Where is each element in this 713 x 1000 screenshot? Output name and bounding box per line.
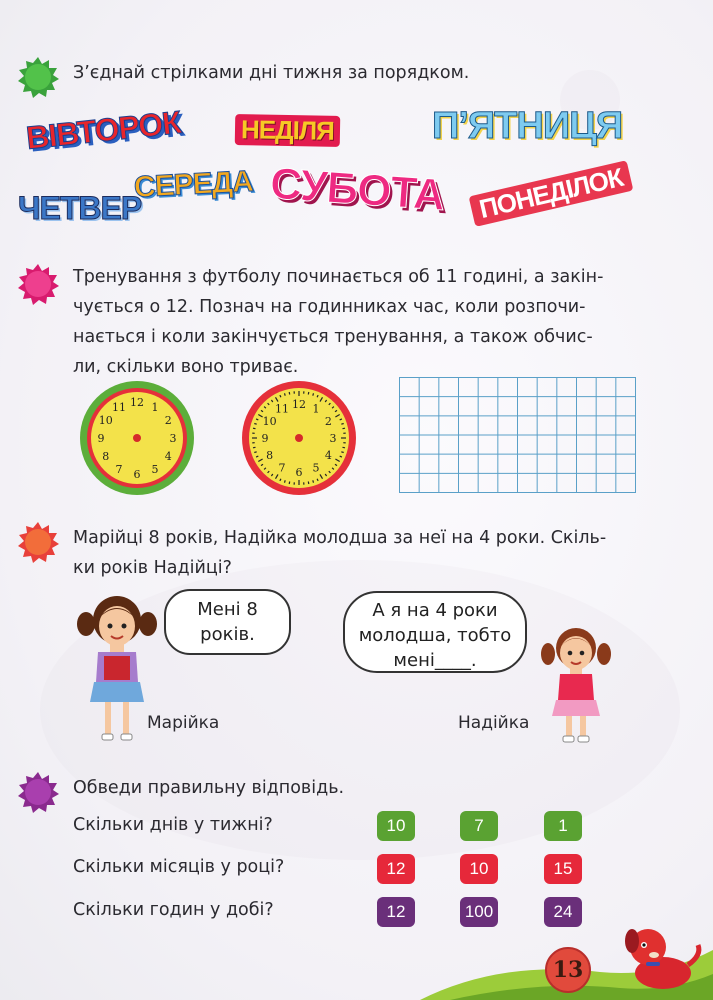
clock-number: 6 (133, 468, 141, 481)
bubble1-line: Мені 8 (197, 599, 258, 620)
question-hours-in-day: Скільки годин у добі? (73, 900, 274, 920)
clock-face-start[interactable] (78, 379, 196, 497)
clock-number: 3 (329, 432, 337, 445)
answer-option[interactable]: 12 (377, 854, 415, 884)
clock-tick (289, 482, 290, 485)
answer-option[interactable]: 24 (544, 897, 582, 927)
task1-instruction: З’єднай стрілками дні тижня за порядком. (73, 63, 470, 83)
clock-number: 11 (275, 402, 289, 416)
clock-face-end[interactable] (240, 379, 358, 497)
clock-number: 4 (164, 450, 172, 463)
answer-option[interactable]: 12 (377, 897, 415, 927)
task2-line: чується о 12. Познач на годинниках час, коли розпочи- (73, 297, 586, 317)
clock-tick (253, 428, 256, 429)
clock-tick (308, 392, 309, 395)
question-months-in-year: Скільки місяців у році? (73, 857, 285, 877)
clock-number: 9 (97, 432, 105, 445)
day-card-saturday[interactable]: СУБОТА (268, 158, 446, 221)
clock-number: 8 (266, 449, 274, 462)
clock-number: 2 (324, 415, 332, 428)
day-card-friday[interactable]: П’ЯТНИЦЯ (432, 105, 623, 147)
clock-number: 9 (261, 432, 269, 445)
red-puppy-illustration (618, 925, 708, 995)
answer-option[interactable]: 7 (460, 811, 498, 841)
question-days-in-week: Скільки днів у тижні? (73, 815, 273, 835)
clock-number: 11 (112, 400, 126, 414)
orange-burst-bullet-icon (16, 520, 60, 564)
answer-option[interactable]: 10 (377, 811, 415, 841)
purple-burst-bullet-icon (16, 770, 60, 814)
clock-tick (341, 424, 343, 425)
page-number: 13 (545, 947, 591, 993)
clock-tick (343, 447, 346, 448)
task3-line: Марійці 8 років, Надійка молодша за неї на 4 роки. Скіль- (73, 528, 607, 548)
clock-tick (308, 482, 309, 485)
clock-number: 8 (102, 450, 110, 463)
clock-number: 5 (151, 463, 159, 477)
clock-number: 1 (151, 400, 159, 414)
answer-grid[interactable] (399, 377, 636, 493)
clock-tick (254, 424, 256, 425)
answer-option[interactable]: 10 (460, 854, 498, 884)
clock-number: 7 (115, 463, 123, 477)
clock-number: 4 (324, 449, 332, 462)
clock-tick (285, 480, 286, 482)
task3-line: ки років Надійці? (73, 558, 232, 578)
girl-nadiika-illustration (536, 620, 616, 748)
task3-instruction (73, 523, 673, 583)
clock-tick (343, 428, 346, 429)
clock-number: 6 (295, 466, 303, 479)
answer-option[interactable]: 15 (544, 854, 582, 884)
day-card-thursday[interactable]: ЧЕТВЕР (18, 190, 142, 226)
clock-number: 5 (312, 461, 320, 475)
bubble2-line-blank[interactable]: мені____. (393, 650, 477, 671)
name-label-mariika: Марійка (147, 713, 220, 733)
task4-instruction: Обведи правильну відповідь. (73, 778, 345, 798)
clock-tick (313, 393, 314, 395)
bubble2-line: А я на 4 роки (372, 600, 498, 621)
clock-number: 2 (164, 414, 172, 427)
clock-number: 7 (278, 461, 286, 475)
clock-number: 10 (262, 415, 277, 428)
clock-number: 10 (98, 414, 113, 427)
clock-tick (289, 392, 290, 395)
green-burst-bullet-icon (16, 55, 60, 99)
clock-tick (285, 393, 286, 395)
bubble1-line: років. (200, 624, 255, 645)
clock-number: 12 (292, 398, 306, 411)
day-card-monday[interactable]: ПОНЕДІЛОК (469, 160, 634, 227)
clock-tick (341, 452, 343, 453)
clock-number: 12 (130, 396, 144, 409)
answer-option[interactable]: 1 (544, 811, 582, 841)
day-card-sunday[interactable]: НЕДІЛЯ (235, 114, 340, 147)
day-card-wednesday[interactable]: СЕРЕДА (133, 164, 254, 205)
day-card-tuesday[interactable]: ВІВТОРОК (24, 104, 183, 156)
pink-burst-bullet-icon (16, 262, 60, 306)
task2-instruction (73, 262, 673, 382)
speech-bubble-nadiika (343, 591, 527, 673)
name-label-nadiika: Надійка (458, 713, 530, 733)
answer-option[interactable]: 100 (460, 897, 498, 927)
speech-bubble-mariika (164, 589, 291, 655)
clock-tick (253, 447, 256, 448)
task2-line: Тренування з футболу починається об 11 годині, а закін- (73, 267, 604, 287)
clock-tick (313, 480, 314, 482)
bubble2-line: молодша, тобто (358, 625, 512, 646)
task2-line: ли, скільки воно триває. (73, 357, 299, 377)
task2-line: нається і коли закінчується тренування, а також обчис- (73, 327, 593, 347)
clock-tick (254, 452, 256, 453)
clock-number: 3 (169, 432, 177, 445)
clock-number: 1 (312, 402, 320, 416)
